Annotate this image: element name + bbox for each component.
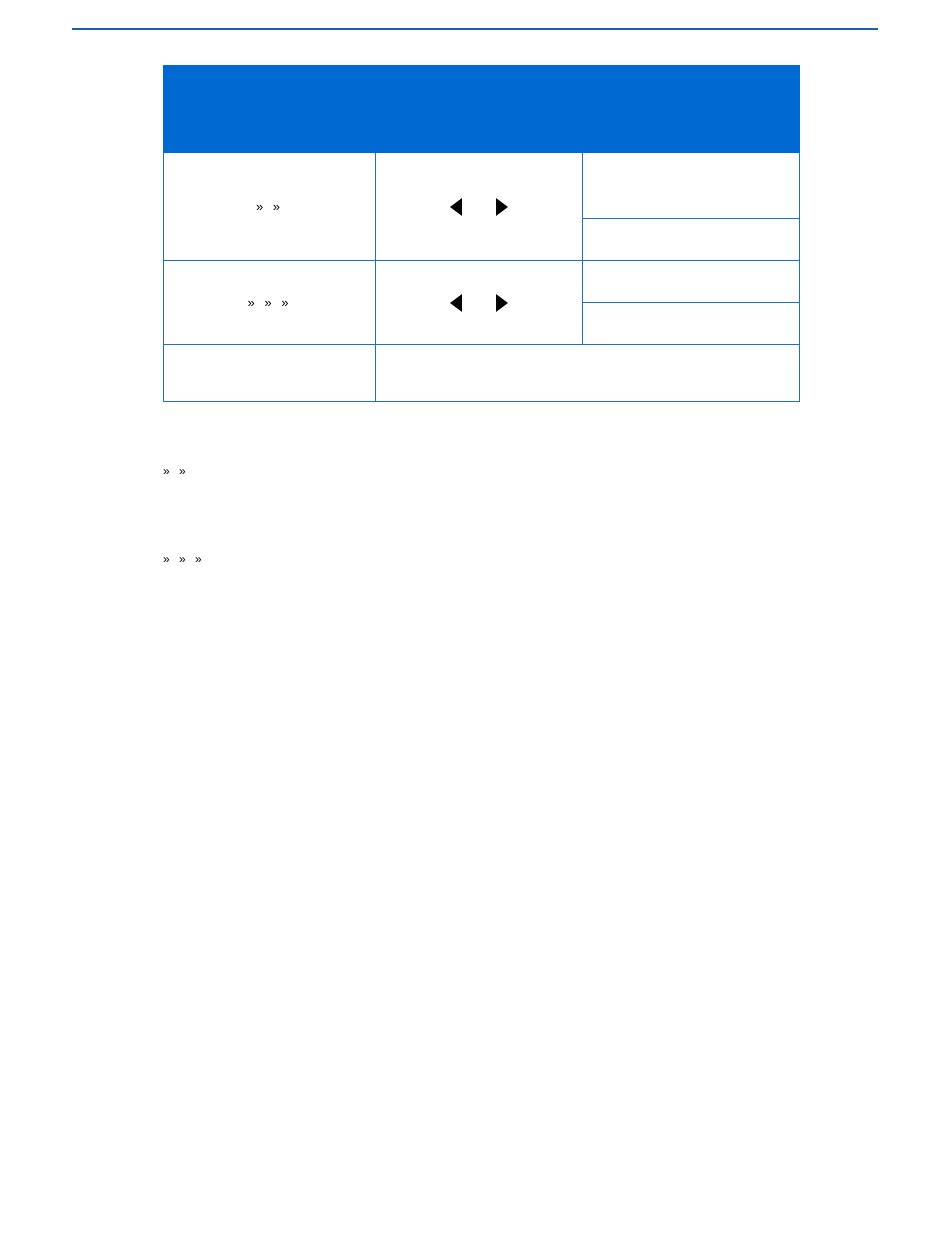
table-row bbox=[164, 345, 800, 402]
section-triple-chevron bbox=[163, 553, 205, 565]
parameter-table bbox=[163, 65, 800, 402]
table-header-cell-3 bbox=[583, 66, 800, 153]
section-double-chevron bbox=[163, 465, 189, 477]
cell-arrows-left-right bbox=[376, 153, 583, 261]
cell-symbols-double bbox=[164, 153, 376, 261]
table-header-row bbox=[164, 66, 800, 153]
triangle-left-icon bbox=[450, 198, 462, 216]
table-row bbox=[164, 261, 800, 303]
cell-notes-lower bbox=[583, 303, 800, 345]
cell-arrows-left-right bbox=[376, 261, 583, 345]
triangle-right-icon bbox=[496, 198, 508, 216]
table-header-cell-2 bbox=[376, 66, 583, 153]
cell-footer-label bbox=[164, 345, 376, 402]
header-rule bbox=[72, 28, 878, 30]
cell-notes-upper bbox=[583, 261, 800, 303]
cell-footer-span bbox=[376, 345, 800, 402]
triangle-right-icon bbox=[496, 294, 508, 312]
double-chevron-icon: » » bbox=[163, 464, 189, 478]
table-row bbox=[164, 153, 800, 219]
cell-notes-lower bbox=[583, 219, 800, 261]
cell-notes-upper bbox=[583, 153, 800, 219]
double-chevron-icon: » » bbox=[255, 199, 284, 214]
cell-symbols-triple bbox=[164, 261, 376, 345]
table-header-cell-1 bbox=[164, 66, 376, 153]
triple-chevron-icon: » » » bbox=[247, 295, 292, 310]
triangle-left-icon bbox=[450, 294, 462, 312]
triple-chevron-icon: » » » bbox=[163, 552, 205, 566]
